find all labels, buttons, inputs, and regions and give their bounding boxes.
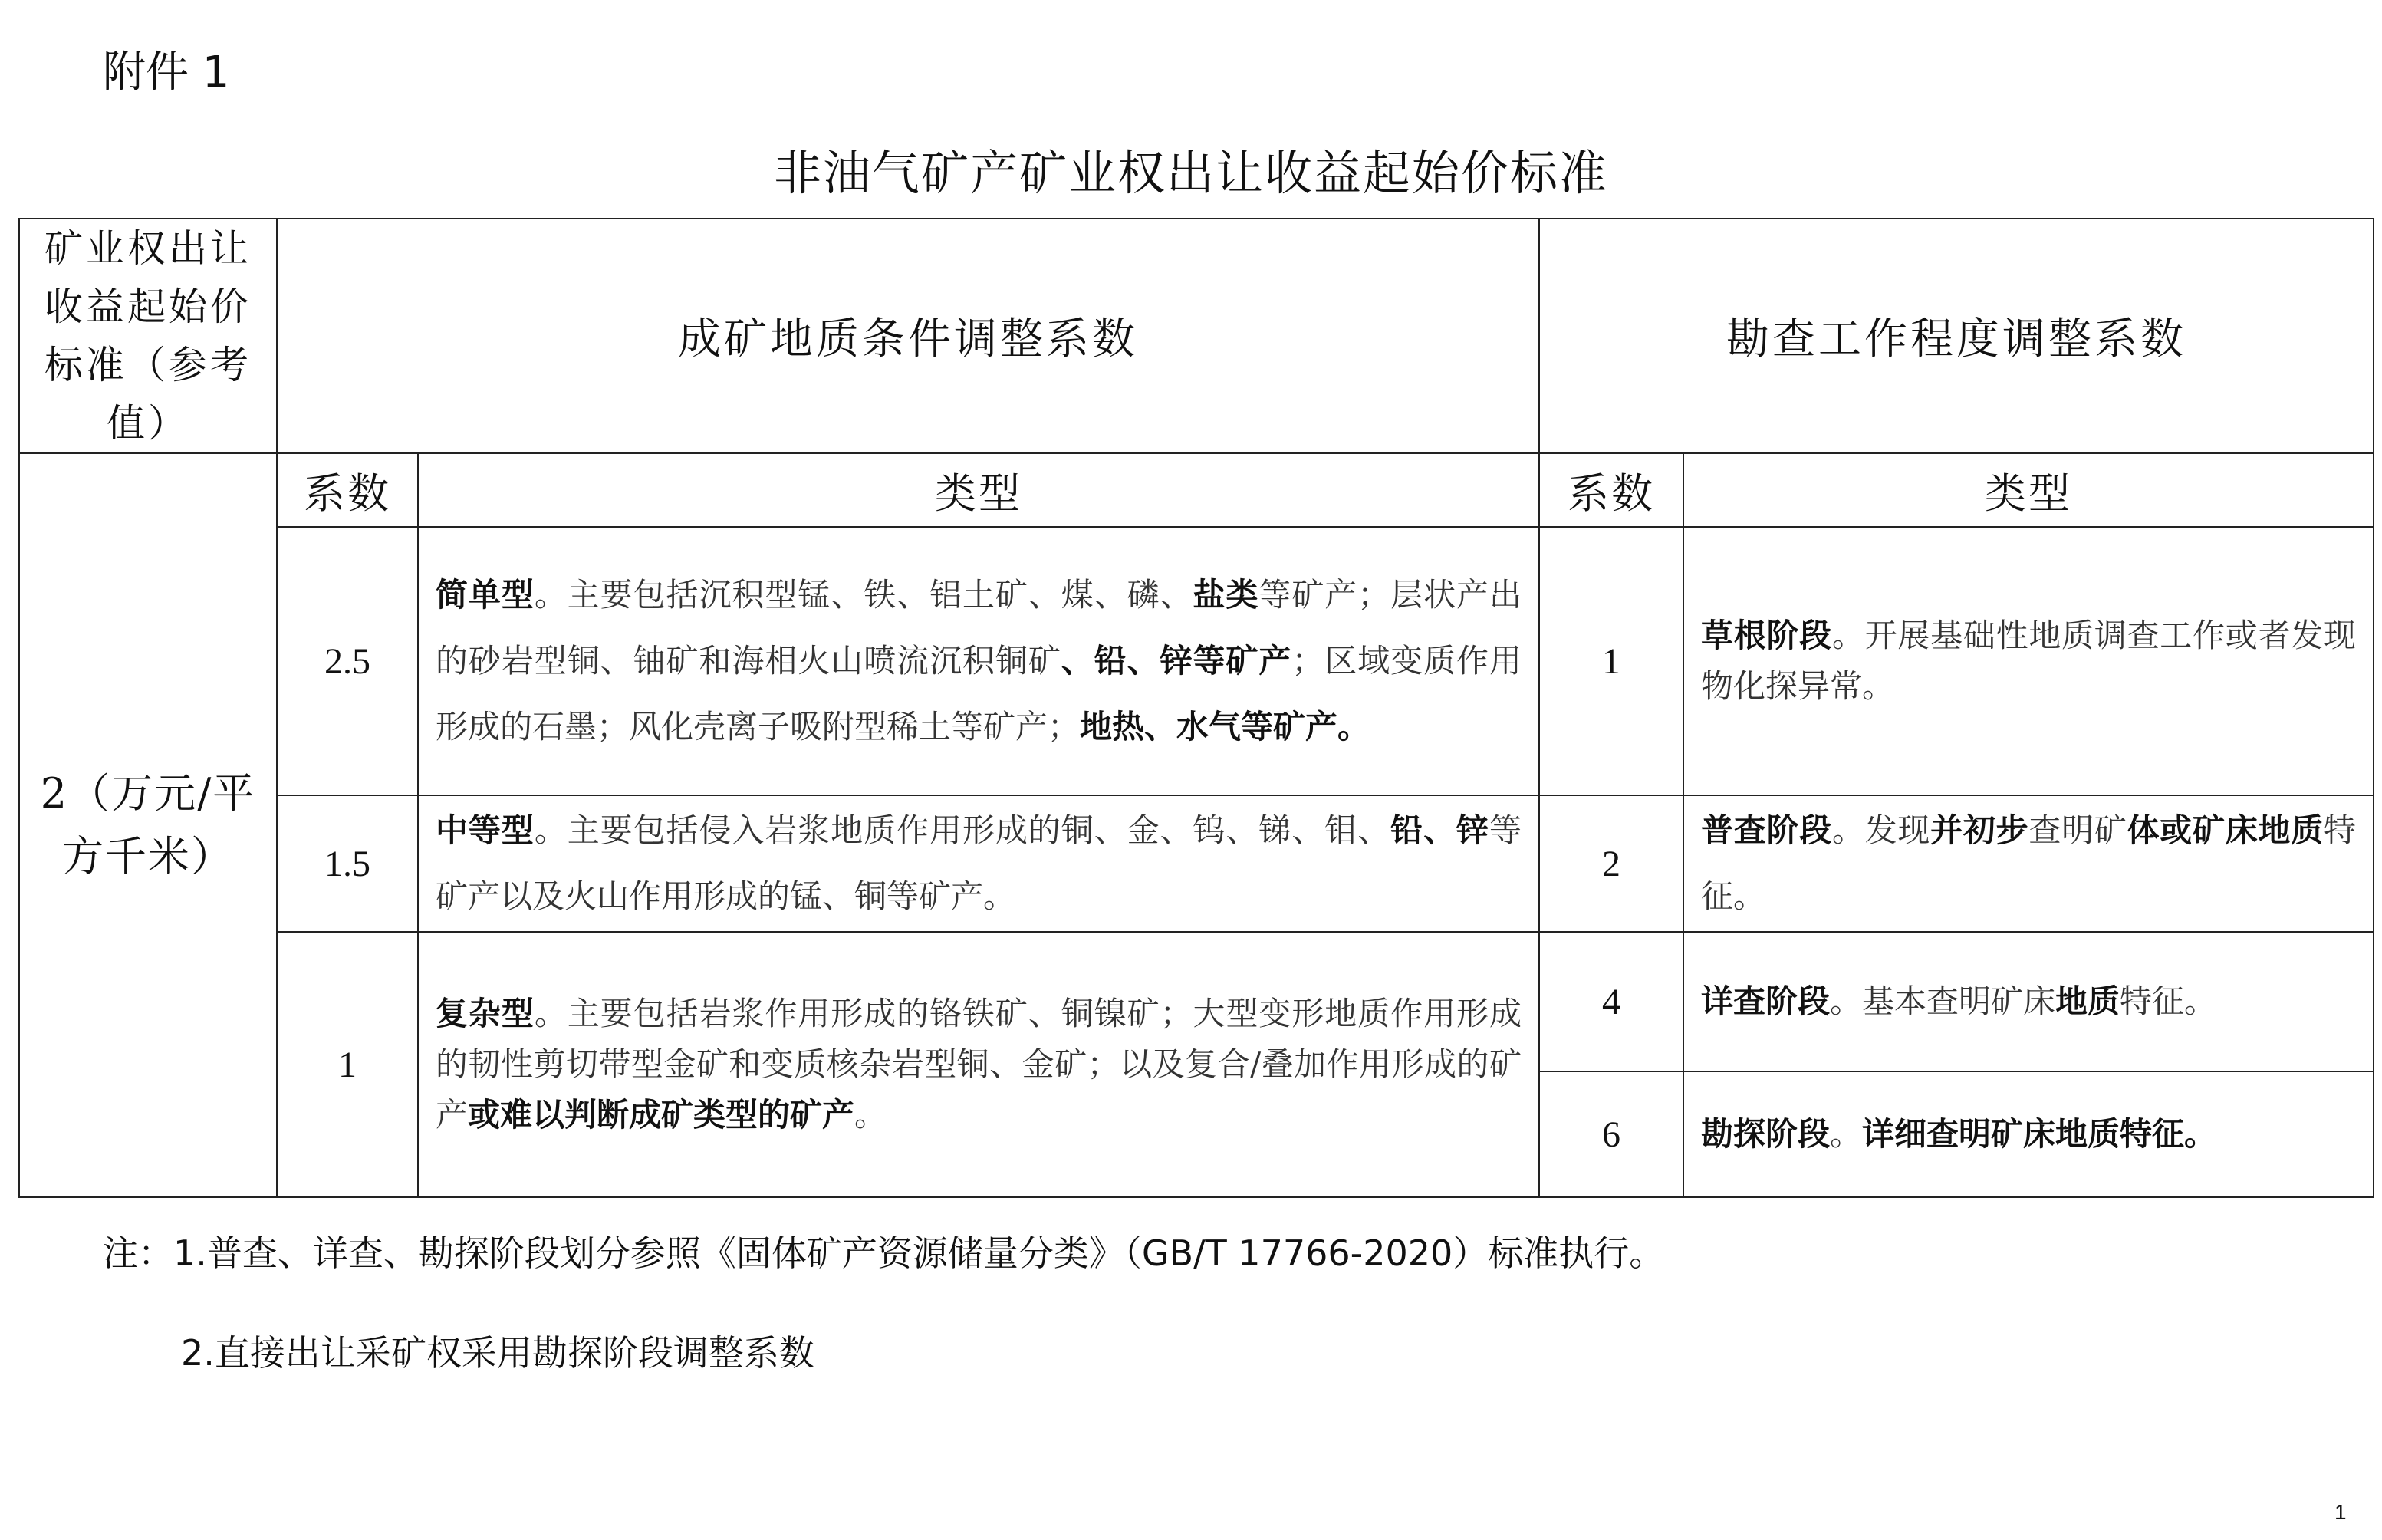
table-subheader-row — [19, 453, 2374, 527]
subheader-geology-type: 类型 — [418, 453, 1539, 527]
exploration-type-exploration: 勘探阶段。详细查明矿床地质特征。 — [1683, 1071, 2374, 1197]
subheader-geology-coef: 系数 — [277, 453, 418, 527]
geology-type-complex: 复杂型。主要包括岩浆作用形成的铬铁矿、铜镍矿；大型变形地质作用形成的韧性剪切带型金矿和变质核杂岩型铜、金矿；以及复合/叠加作用形成的矿产或难以判断成矿类型的矿产。 — [418, 932, 1539, 1197]
exploration-type-grassroots: 草根阶段。开展基础性地质调查工作或者发现物化探异常。 — [1683, 527, 2374, 795]
table-row — [19, 932, 2374, 1071]
table-row — [19, 527, 2374, 795]
geology-coef: 1 — [277, 932, 418, 1197]
header-exploration-group: 勘查工作程度调整系数 — [1539, 219, 2374, 453]
price-standard-table — [18, 218, 2374, 1198]
exploration-coef: 2 — [1539, 795, 1683, 932]
exploration-coef: 6 — [1539, 1071, 1683, 1197]
exploration-coef: 1 — [1539, 527, 1683, 795]
header-geology-group: 成矿地质条件调整系数 — [277, 219, 1539, 453]
geology-type-medium: 中等型。主要包括侵入岩浆地质作用形成的铜、金、钨、锑、钼、铅、锌等矿产以及火山作用形成的锰、铜等矿产。 — [418, 795, 1539, 932]
document-title: 非油气矿产矿业权出让收益起始价标准 — [773, 145, 1608, 201]
note-2: 2.直接出让采矿权采用勘探阶段调整系数 — [181, 1332, 814, 1374]
page-number: 1 — [2334, 1500, 2347, 1524]
geology-coef: 2.5 — [277, 527, 418, 795]
note-1: 注：1.普查、详查、勘探阶段划分参照《固体矿产资源储量分类》（GB/T 17766-2020）标准执行。 — [103, 1232, 1665, 1274]
header-base-price: 矿业权出让收益起始价标准（参考值） — [19, 219, 277, 453]
base-value-cell: 2（万元/平方千米） — [19, 453, 277, 1197]
table-header-row — [19, 219, 2374, 453]
exploration-coef: 4 — [1539, 932, 1683, 1071]
table-row — [19, 795, 2374, 932]
subheader-exploration-coef: 系数 — [1539, 453, 1683, 527]
attachment-label: 附件 1 — [103, 48, 230, 97]
exploration-type-general: 普查阶段。发现并初步查明矿体或矿床地质特征。 — [1683, 795, 2374, 932]
exploration-type-detailed: 详查阶段。基本查明矿床地质特征。 — [1683, 932, 2374, 1071]
subheader-exploration-type: 类型 — [1683, 453, 2374, 527]
geology-coef: 1.5 — [277, 795, 418, 932]
geology-type-simple: 简单型。主要包括沉积型锰、铁、铝土矿、煤、磷、盐类等矿产；层状产出的砂岩型铜、铀矿和海相火山喷流沉积铜矿、铅、锌等矿产；区域变质作用形成的石墨；风化壳离子吸附型稀土等矿产；地热、水气等矿产。 — [418, 527, 1539, 795]
